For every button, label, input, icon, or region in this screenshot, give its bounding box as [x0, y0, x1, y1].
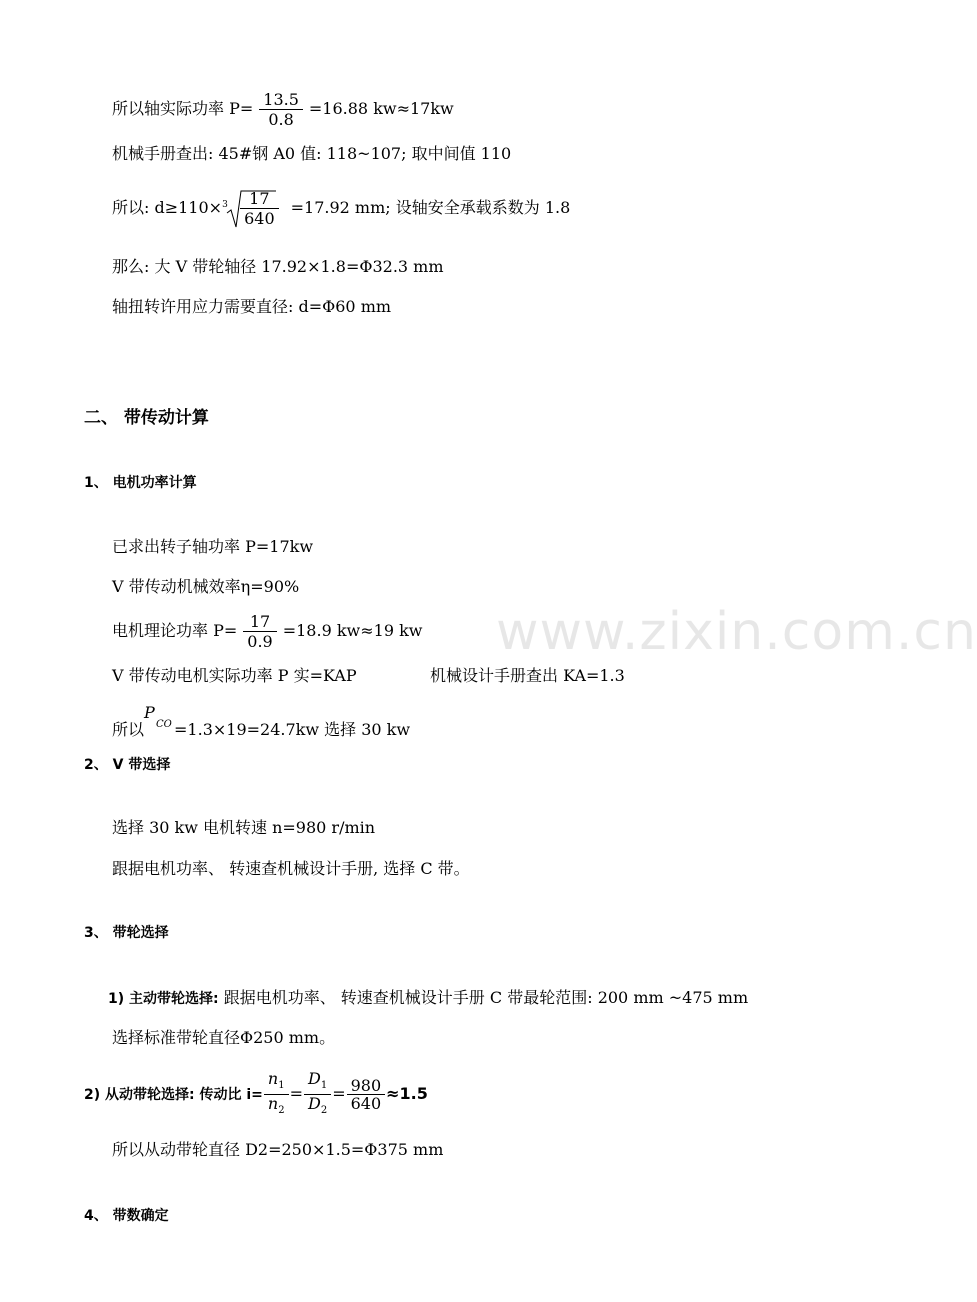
- denominator: 0.9: [247, 632, 273, 651]
- item-label: 2) 从动带轮选择: 传动比 i=: [84, 1087, 263, 1104]
- text: =17.92 mm; 设轴安全承载系数为 1.8: [290, 198, 571, 217]
- text-line: [84, 1070, 428, 1119]
- text-line: [112, 189, 570, 228]
- item-label: 1) 主动带轮选择:: [108, 991, 219, 1007]
- subsection-heading: 4、 带数确定: [84, 1208, 169, 1224]
- symbol-n: n: [267, 1069, 279, 1088]
- text: 电机理论功率 P=: [112, 621, 238, 640]
- numerator: 13.5: [259, 90, 303, 110]
- text-line: [112, 703, 411, 740]
- text: 跟据电机功率、 转速查机械设计手册 C 带最轮范围: 200 mm ~475 mm: [218, 988, 749, 1007]
- symbol-d: D: [307, 1094, 321, 1114]
- text-line: 跟据电机功率、 转速查机械设计手册, 选择 C 带。: [112, 859, 470, 878]
- numerator: 17: [243, 612, 276, 632]
- subscript: 1: [278, 1080, 285, 1092]
- fraction: [264, 1070, 289, 1119]
- text-line: 所以从动带轮直径 D2=250×1.5=Φ375 mm: [112, 1140, 444, 1159]
- fraction: [243, 612, 276, 651]
- text: 所以: d≥110×: [112, 198, 223, 217]
- subsection-heading: 2、 V 带选择: [84, 757, 171, 773]
- text: =16.88 kw≈17kw: [308, 99, 454, 118]
- subsection-heading: 3、 带轮选择: [84, 925, 169, 941]
- text-line: 选择 30 kw 电机转速 n=980 r/min: [112, 818, 376, 837]
- subscript: 2: [278, 1105, 285, 1117]
- fraction: [304, 1070, 331, 1119]
- fraction: [347, 1077, 386, 1112]
- subsection-heading: 1、 电机功率计算: [84, 475, 197, 491]
- text-line: 机械设计手册查出 KA=1.3: [430, 666, 625, 685]
- result: ≈1.5: [386, 1084, 428, 1104]
- text-line: V 带传动电机实际功率 P 实=KAP: [112, 666, 357, 685]
- fraction: [259, 90, 303, 129]
- text-line: 那么: 大 V 带轮轴径 17.92×1.8=Φ32.3 mm: [112, 257, 444, 276]
- numerator: 980: [347, 1077, 386, 1095]
- equals: =: [332, 1084, 346, 1104]
- symbol-subscript: CO: [156, 719, 172, 730]
- symbol-d: D: [307, 1069, 321, 1088]
- symbol-p: P: [144, 703, 155, 722]
- text-line: V 带传动机械效率η=90%: [112, 577, 300, 596]
- text-line: 轴扭转许用应力需要直径: d=Φ60 mm: [112, 297, 392, 316]
- equals: =: [289, 1084, 303, 1104]
- text-line: [112, 612, 422, 651]
- text: =18.9 kw≈19 kw: [282, 621, 423, 640]
- symbol-n: n: [267, 1094, 279, 1114]
- text-line: [108, 988, 748, 1009]
- text-line: 机械手册查出: 45#钢 A0 值: 118~107; 取中间值 110: [112, 144, 512, 163]
- radical-sign-icon: [226, 189, 278, 231]
- text: =1.3×19=24.7kw 选择 30 kw: [174, 720, 411, 739]
- section-heading: 二、 带传动计算: [84, 408, 209, 428]
- denominator: 640: [350, 1094, 382, 1114]
- cube-root: [222, 189, 279, 228]
- text: 所以轴实际功率 P=: [112, 99, 254, 118]
- text-line: 已求出转子轴功率 P=17kw: [112, 537, 314, 556]
- denominator: 0.8: [268, 110, 294, 129]
- numerator: 17: [240, 189, 279, 209]
- watermark: www.zixin.com.cn: [496, 602, 977, 662]
- p-co-symbol: [144, 703, 184, 735]
- root-index: 3: [222, 200, 228, 210]
- denominator: 640: [244, 209, 275, 228]
- text-line: 选择标准带轮直径Φ250 mm。: [112, 1028, 336, 1047]
- subscript: 1: [320, 1080, 328, 1092]
- text: 所以: [112, 720, 145, 739]
- text-line: [112, 90, 454, 129]
- subscript: 2: [320, 1105, 328, 1117]
